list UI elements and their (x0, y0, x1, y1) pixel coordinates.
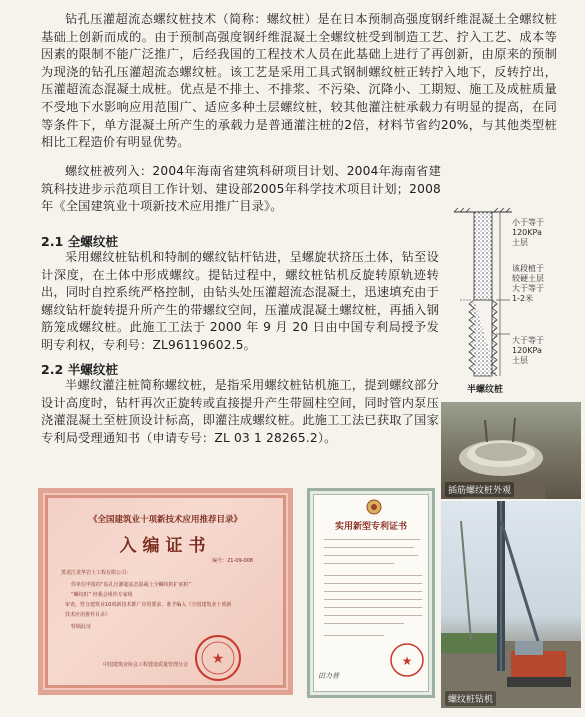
pile-drawing (450, 204, 520, 380)
cert1-number: 编号：21-09-008 (212, 558, 253, 564)
svg-text:★: ★ (401, 654, 413, 668)
cert2-seal-icon (388, 641, 426, 679)
cert1-line4: 技术应用推荐目录》 (65, 612, 111, 618)
rig-caption: 螺纹桩钻机 (445, 691, 496, 706)
cert2-text-line (324, 539, 420, 540)
intro-paragraph: 钻孔压灌超流态螺纹桩技术（简称：螺纹桩）是在日本预制高强度钢纤维混凝土全螺纹桩基础上创新而成的。由于预制高强度钢纤维混凝土全螺纹桩受到制造工艺、拧入工艺、成本等因素的限制不能广泛推广，后经我国的工程技术人员在此基础上进行了再创新，由原来的预制为现浇的钻孔压灌超流态螺纹桩。该工艺是采用工具式钢制螺纹桩正转拧入地下，反转拧出，压灌超流态混凝土成桩。优点是不排土、不排浆、不污染、沉降小、工期短、施工及成桩质量不受地下水影响应用范围广、适应多种土层螺纹桩，较其他灌注桩承载力有明显的提高，在同等条件下，单方混凝土所产生的承载力是普通灌注桩的2倍，材料节省约20%，与其他类型桩相比工程造价有明显优势。 (41, 12, 557, 150)
cert1-seal-icon (193, 633, 243, 683)
cert1-line3: 审查，符合建筑业10项新技术推广应用要求，准予编入《全国建筑业十项新 (65, 602, 232, 608)
cert2-text-line (324, 591, 422, 592)
cert1-recipient: 黑龙江龙华岩土工程有限公司： (61, 570, 132, 576)
technology-catalog-certificate (38, 488, 293, 695)
svg-text:★: ★ (211, 651, 225, 667)
cert2-text-line (324, 623, 404, 624)
cert2-text-line (324, 583, 422, 584)
half-thread-pile-diagram (450, 204, 580, 400)
cert1-line1: 你单位申报的“钻孔压灌超流态混凝土全螺纹桩扩底桩” (71, 582, 192, 588)
cert2-text-line (324, 615, 422, 616)
cert2-text-line (324, 547, 414, 548)
cert1-line2: “螺纹桩” 经我会组织专家组 (71, 592, 133, 598)
cert1-line5: 特颁此证 (71, 624, 92, 630)
drilling-rig-photo (441, 501, 581, 708)
label-top-soil: 小于等于 120KPa 土层 (512, 218, 544, 247)
cert2-text-line (324, 575, 422, 576)
cert2-text-line (324, 555, 418, 556)
section-2-1-body: 采用螺纹桩钻机和特制的螺纹钻杆钻进，呈螺旋状挤压土体，钻至设计深度，在土体中形成螺纹。提钻过程中，螺纹桩钻机反旋转原轨迹转出，同时自控系统严格控制，由钻头处压灌超流态混凝土，迅速填充由于螺纹钻杆旋转提升所产生的带螺纹空间，压灌成混凝土螺纹桩，再插入钢筋笼成螺纹桩。此施工工法于 2000 年 9 月 20 日由中国专利局授予发明专利权，专利号：ZL96119602.5。 (41, 250, 439, 352)
cert1-header: 《全国建筑业十项新技术应用推荐目录》 (88, 515, 242, 525)
section-2-2-body: 半螺纹灌注桩简称螺纹桩，是指采用螺纹桩钻机施工，提到螺纹部分设计高度时，钻杆再次正旋转或直接提升产生带圆柱空间，同时管内泵压浇灌混凝土至桩顶设计标高，即灌注成螺纹桩。此施工工法已获取了国家专利局受理通知书（申请专号：ZL 03 1 28265.2）。 (41, 378, 439, 445)
cert2-title: 实用新型专利证书 (334, 522, 407, 532)
cert2-text-line (324, 635, 384, 636)
listed-paragraph: 螺纹桩被列入：2004年海南省建筑科研项目计划、2004年海南省建筑科技进步示范项目工作计划、建设部2005年科学技术项目计划；2008年《全国建筑业十项新技术应用推广目录》。 (41, 164, 441, 214)
emblem-icon (366, 499, 382, 515)
cert2-signature: 田力普 (318, 672, 339, 680)
section-2-2-title: 2.2 半螺纹桩 (41, 362, 119, 377)
pile-head-photo (441, 402, 581, 499)
label-bottom-soil: 大于等于 120KPa 土层 (512, 336, 544, 365)
drilling-rig-image (441, 501, 581, 708)
diagram-caption: 半螺纹桩 (466, 385, 503, 395)
pile-head-caption: 插筋螺纹桩外观 (445, 482, 514, 497)
cert2-text-line (324, 599, 422, 600)
section-2-1-title: 2.1 全螺纹桩 (41, 234, 119, 249)
cert1-title: 入编证书 (119, 536, 212, 556)
label-mid-segment: 该段植于 较硬土层 大于等于 1-2米 (512, 264, 544, 303)
utility-patent-certificate (307, 488, 435, 698)
cert2-text-line (324, 563, 394, 564)
cert1-issuer: 中国建筑业协会工程建设质量管理分会 (103, 662, 189, 668)
cert2-text-line (324, 607, 422, 608)
